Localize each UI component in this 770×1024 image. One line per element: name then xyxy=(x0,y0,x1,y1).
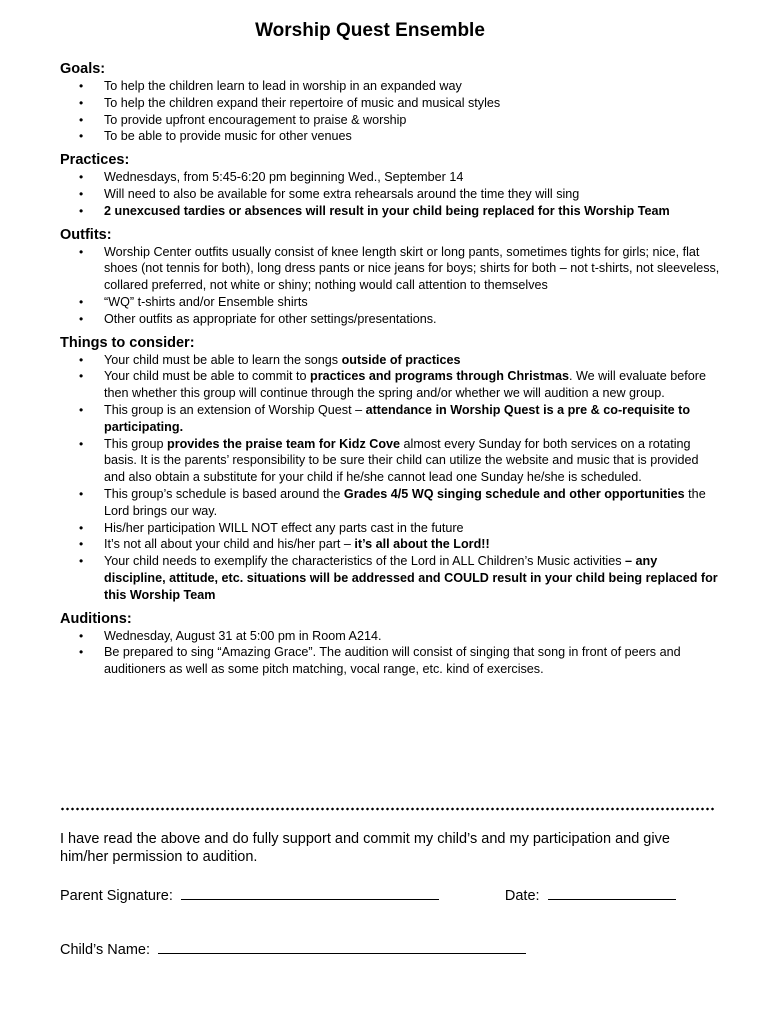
section xyxy=(60,152,720,219)
list-item xyxy=(104,244,720,294)
list-item xyxy=(104,520,720,537)
parent-signature-line[interactable] xyxy=(181,884,439,900)
section-heading: Things to consider: xyxy=(60,334,195,351)
section xyxy=(60,611,720,678)
text: Other outfits as appropriate for other settings/presentations. xyxy=(104,311,437,326)
section-heading: Practices: xyxy=(60,152,130,169)
text: almost every Sunday for both services on a rotating basis. It is the parents’ responsibility to be sure their child can utilize the website and music that is provided and also obtain a substitute for your child if he/she cannot lead one Sunday he/she is scheduled. xyxy=(104,436,699,485)
list-item xyxy=(104,402,720,436)
text: Wednesday, August 31 at 5:00 pm in Room A214. xyxy=(104,628,382,643)
section-heading: Auditions: xyxy=(60,610,132,627)
bold-text: it’s all about the Lord!! xyxy=(354,537,490,552)
bold-text: 2 unexcused tardies or absences will result in your child being replaced for this Worship Team xyxy=(104,203,670,218)
section xyxy=(60,335,720,604)
text: To be able to provide music for other venues xyxy=(104,129,352,144)
bullet-list xyxy=(60,352,720,604)
text: To provide upfront encouragement to praise & worship xyxy=(104,112,407,127)
bullet-list xyxy=(60,169,720,219)
text: To help the children learn to lead in worship in an expanded way xyxy=(104,79,462,93)
text: Wednesdays, from 5:45-6:20 pm beginning Wed., September 14 xyxy=(104,170,464,185)
text: This group is an extension of Worship Quest – xyxy=(104,402,366,417)
section xyxy=(60,227,720,328)
list-item xyxy=(104,78,720,95)
bold-text: Grades 4/5 WQ singing schedule and other opportunities xyxy=(343,486,685,501)
bullet-list xyxy=(60,628,720,678)
list-item xyxy=(104,368,720,402)
dotted-divider xyxy=(60,807,714,811)
text: This group xyxy=(104,436,167,451)
list-item xyxy=(104,112,720,129)
bullet-list xyxy=(60,78,720,145)
list-item xyxy=(104,203,720,220)
parent-signature-row xyxy=(60,884,676,904)
text: It’s not all about your child and his/her part – xyxy=(104,537,355,552)
bold-text: attendance in Worship Quest is a pre & co-requisite to participating. xyxy=(104,402,691,434)
list-item xyxy=(104,128,720,145)
permission-statement: I have read the above and do fully support and commit my child’s and my participation and give him/her permission to audition. xyxy=(60,831,670,865)
list-item xyxy=(104,628,720,645)
list-item xyxy=(104,95,720,112)
list-item xyxy=(104,536,720,553)
document-body xyxy=(60,61,720,685)
list-item xyxy=(104,186,720,203)
bold-text: outside of practices xyxy=(341,352,461,367)
text: To help the children expand their repertoire of music and musical styles xyxy=(104,95,501,110)
child-name-label: Child’s Name: xyxy=(60,942,150,958)
text: Be prepared to sing “Amazing Grace”. The audition will consist of singing that song in front of peers and auditioners as well as some pitch matching, vocal range, etc. kind of exercises. xyxy=(104,645,681,677)
section-heading: Goals: xyxy=(60,61,106,77)
list-item xyxy=(104,644,720,678)
date-line[interactable] xyxy=(548,884,676,900)
section xyxy=(60,61,720,145)
text: . We will evaluate before then whether this group will continue through the spring and/or whether we will audition a new group. xyxy=(104,369,706,401)
text: the Lord brings our way. xyxy=(104,486,706,518)
date-label: Date: xyxy=(504,888,540,904)
list-item xyxy=(104,311,720,328)
list-item xyxy=(104,352,720,369)
bold-text: practices and programs through Christmas xyxy=(310,369,569,384)
parent-signature-label: Parent Signature: xyxy=(60,888,173,904)
text: Your child must be able to learn the songs xyxy=(104,352,342,367)
bold-text: – any discipline, attitude, etc. situations will be addressed and COULD result in your child being replaced for this Worship Team xyxy=(104,554,718,602)
text: Your child needs to exemplify the characteristics of the Lord in ALL Children’s Music activities xyxy=(104,554,626,569)
text: Will need to also be available for some extra rehearsals around the time they will sing xyxy=(104,186,580,201)
child-name-line[interactable] xyxy=(158,938,526,954)
text: “WQ” t-shirts and/or Ensemble shirts xyxy=(104,294,308,309)
child-name-row xyxy=(60,938,526,958)
text: Worship Center outfits usually consist of knee length skirt or long pants, sometimes tights for girls; nice, flat shoes (not tennis for both), long dress pants or nice jeans for boys; shirts for both – not t-shirts, not sleeveless, collared preferred, not white or shiny; nothing would call attention to themselves xyxy=(104,244,720,293)
section-heading: Outfits: xyxy=(60,226,112,243)
list-item xyxy=(104,486,720,520)
bold-text: provides the praise team for Kidz Cove xyxy=(167,436,401,451)
bullet-list xyxy=(60,244,720,328)
page-title: Worship Quest Ensemble xyxy=(255,20,485,41)
list-item xyxy=(104,294,720,311)
list-item xyxy=(104,553,720,603)
text: This group’s schedule is based around the xyxy=(104,486,344,501)
text: Your child must be able to commit to xyxy=(104,369,311,384)
list-item xyxy=(104,169,720,186)
list-item xyxy=(104,436,720,486)
text: His/her participation WILL NOT effect any parts cast in the future xyxy=(104,520,464,535)
